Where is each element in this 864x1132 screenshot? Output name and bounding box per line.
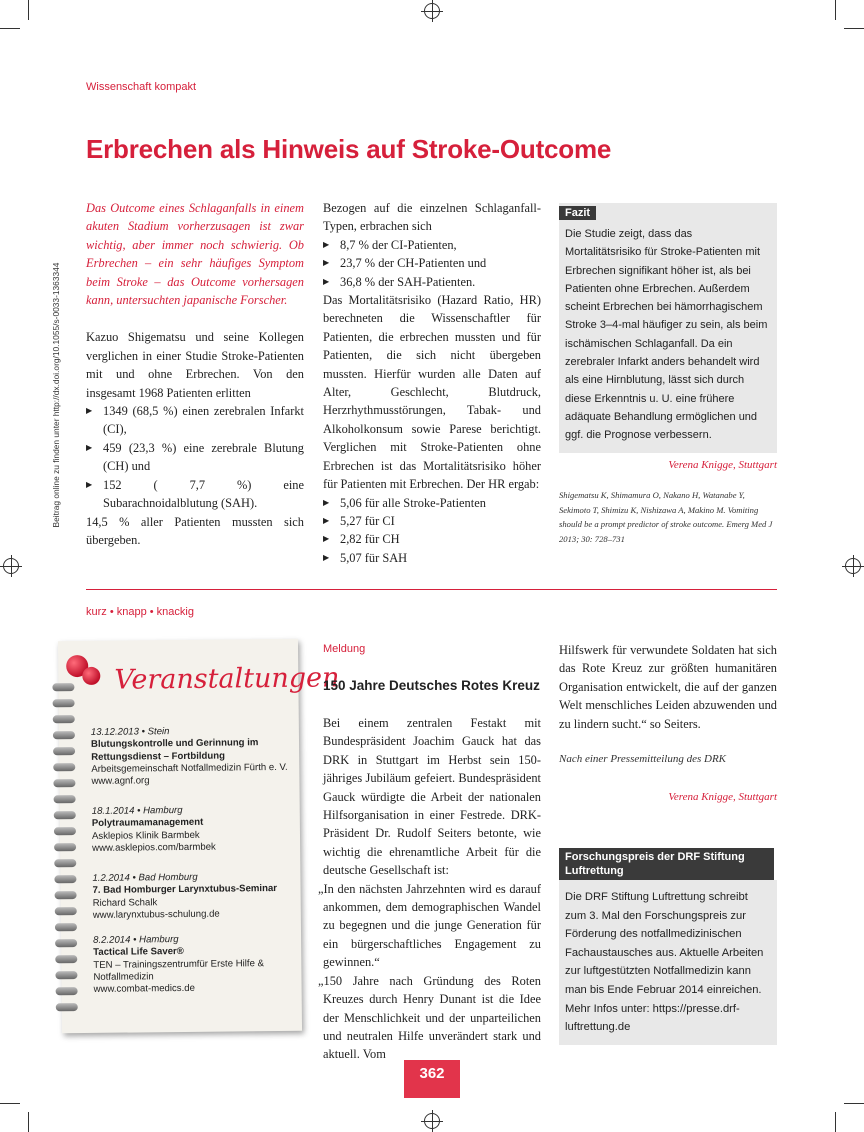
event-url[interactable]: www.agnf.org (91, 775, 150, 788)
list-item: ▶ 23,7 % der CH-Patienten und (323, 254, 541, 272)
page-title: Erbrechen als Hinweis auf Stroke-Outcome (86, 134, 612, 164)
pushpin-icon (82, 667, 100, 685)
fazit-text: Die Studie zeigt, dass das Mortalitätsrisiko für Stroke-Patienten mit Erbrechen signifikant höher ist, als bei Patienten ohne Erbrechen. Außerdem scheint Erbrechen bei hämorrhagischem Stroke 3–4-mal häufiger zu sein, als beim ischämischen Schlaganfall. Da ein zerebraler Infarkt anders behandelt wird als eine Hirnblutung, lässt sich durch diese Erkenntnis u. U. eine frühere adäquate Behandlung ermöglichen und ggf. die Prognose verbessern. (565, 228, 768, 442)
drf-box (559, 848, 777, 1045)
crop-mark (0, 28, 20, 29)
binder-ring-icon (53, 715, 75, 723)
binder-ring-icon (54, 843, 76, 851)
binder-ring-icon (53, 699, 75, 707)
section-divider (86, 589, 777, 590)
meldung-quote: „150 Jahre nach Gründung des Roten Kreuzes durch Henry Dunant ist die Idee der Menschlichkeit und der unparteilichen und neutralen Hilfe unverändert stark und aktuell. Vom (318, 973, 541, 1062)
binder-ring-icon (53, 779, 75, 787)
binder-ring-icon (55, 907, 77, 915)
binder-ring-icon (53, 763, 75, 771)
meldung-paragraph: Hilfswerk für verwundete Soldaten hat sich das Rote Kreuz zur größten humanitären Organisation entwickelt, die auf der ganzen Welt menschliches Leiden abzuwenden und zu lindern sucht.“ so Seiters. (559, 643, 777, 731)
event-organizer: Richard Schalk (92, 896, 158, 909)
meldung-author: Verena Knigge, Stuttgart (668, 791, 777, 803)
crop-mark (844, 1103, 864, 1104)
article-column-2 (323, 199, 541, 567)
binder-ring-icon (54, 859, 76, 867)
event-name: Blutungskontrolle und Gerinnung im Rettungsdienst – Fortbildung (90, 737, 259, 763)
meldung-paragraph: Bei einem zentralen Festakt mit Bundespräsident Joachim Gauck hat das DRK in Stuttgart im Herbst sein 150-jähriges Jubiläum gefeiert. Bundespräsident Gauck würdigte die Arbeit der nationalen Hilfsorganisation in einer Festrede. DRK-Präsident Dr. Rudolf Seiters betonte, wie wichtig die ehrenamtliche Arbeit für die deutsche Gesellschaft ist: (323, 716, 541, 878)
event-url[interactable]: www.asklepios.com/barmbek (92, 841, 216, 854)
crop-mark (28, 1112, 29, 1132)
events-card (58, 639, 340, 1033)
binder-ring-icon (55, 955, 77, 963)
fazit-box (559, 203, 777, 453)
event-name: Polytraumamanagement (91, 817, 204, 830)
doi-sidebar: Beitrag online zu finden unter http://dx.doi.org/10.1055/s-0033-1363344 (51, 262, 61, 528)
fazit-author: Verena Knigge, Stuttgart (668, 459, 777, 471)
list-item: ▶ 5,27 für CI (323, 512, 541, 530)
list-item: ▶ 152 ( 7,7 %) eine Subarachnoidalblutung (SAH). (86, 476, 304, 513)
binder-ring-icon (52, 683, 74, 691)
binder-ring-icon (53, 731, 75, 739)
vomit-rate-list (323, 236, 541, 291)
article-column-1 (86, 199, 304, 549)
list-item: ▶ 2,82 für CH (323, 530, 541, 548)
list-item: ▶ 5,07 für SAH (323, 549, 541, 567)
patient-list (86, 402, 304, 512)
event-organizer: TEN – Trainingszentrumfür Erste Hilfe & Notfallmedizin (93, 957, 265, 983)
article-paragraph: Bezogen auf die einzelnen Schlaganfall-Typen, erbrachen sich (323, 201, 541, 234)
meldung-source: Nach einer Pressemitteilung des DRK (559, 753, 727, 765)
event-date: 8.2.2014 • Hamburg (93, 934, 179, 946)
article-lead: Das Outcome eines Schlaganfalls in einem akuten Stadium vorherzusagen ist zwar wichtig, aber immer noch schwierig. Ob Erbrechen – ein sehr häufiges Symptom beim Stroke – das Outcome vorhersagen kann, untersuchten japanische Forscher. (86, 201, 304, 308)
events-title: Veranstaltungen (114, 662, 340, 696)
article-paragraph: Das Mortalitätsrisiko (Hazard Ratio, HR) berechneten die Wissenschaftler für Patienten, die erbrechen mussten und für Patienten, die sich nicht übergeben mussten. Hierfür wurden alle Daten auf Alter, Geschlecht, Blutdruck, Herzrhythmusstörungen, Tabak- und Alkoholkonsum sowie Parese berichtigt. Verglichen mit Stroke-Patienten ohne Erbrechen ist das Mortalitätsrisiko höher für Patienten mit Erbrechen. Der HR ergab: (323, 293, 541, 492)
event-name: Tactical Life Saver® (93, 946, 184, 959)
fazit-reference: Shigematsu K, Shimamura O, Nakano H, Watanabe Y, Sekimoto T, Shimizu K, Nishizawa A, Makino M. Vomiting should be a prompt predictor of stroke outcome. Emerg Med J 2013; 30: 728–731 (559, 490, 773, 544)
registration-mark-icon (424, 3, 440, 19)
event-item (93, 933, 274, 996)
list-item: ▶ 8,7 % der CI-Patienten, (323, 236, 541, 254)
list-item: ▶ 36,8 % der SAH-Patienten. (323, 273, 541, 291)
page-number: 362 (404, 1060, 460, 1098)
binder-ring-icon (54, 827, 76, 835)
crop-mark (835, 0, 836, 20)
event-date: 13.12.2013 • Stein (90, 726, 170, 738)
crop-mark (0, 1103, 20, 1104)
binder-ring-icon (56, 1003, 78, 1011)
registration-mark-icon (424, 1113, 440, 1129)
binder-ring-icon (55, 971, 77, 979)
article-paragraph: 14,5 % aller Patienten mussten sich übergeben. (86, 514, 304, 547)
meldung-title: 150 Jahre Deutsches Rotes Kreuz (323, 678, 540, 693)
binder-ring-icon (56, 987, 78, 995)
event-url[interactable]: www.larynxtubus-schulung.de (92, 908, 220, 921)
crop-mark (28, 0, 29, 20)
event-item (91, 725, 292, 789)
binder-ring-icon (54, 811, 76, 819)
event-date: 18.1.2014 • Hamburg (91, 804, 183, 817)
meldung-label: Meldung (323, 643, 366, 655)
binder-ring-icon (55, 923, 77, 931)
event-organizer: Asklepios Klinik Barmbek (91, 829, 200, 842)
binder-ring-icon (54, 875, 76, 883)
event-url[interactable]: www.combat-medics.de (93, 983, 195, 996)
drf-title: Forschungspreis der DRF Stiftung Luftrettung (559, 848, 774, 880)
hazard-ratio-list (323, 494, 541, 568)
meldung-body (318, 714, 541, 1064)
event-item (92, 804, 293, 855)
fazit-tag: Fazit (559, 206, 596, 220)
meldung-continued (559, 641, 777, 733)
event-item (92, 871, 293, 922)
event-organizer: Arbeitsgemeinschaft Notfallmedizin Fürth e. V. (91, 761, 288, 775)
binder-ring-icon (55, 939, 77, 947)
kurz-label: kurz • knapp • knackig (86, 606, 194, 618)
meldung-quote: „In den nächsten Jahrzehnten wird es darauf ankommen, dem demographischen Wandel zu begegnen und die junge Generation für ein bürgerschaftliches Engagement zu gewinnen.“ (318, 881, 541, 970)
binder-ring-icon (55, 891, 77, 899)
list-item: ▶ 1349 (68,5 %) einen zerebralen Infarkt (CI), (86, 402, 304, 439)
section-label: Wissenschaft kompakt (86, 81, 197, 93)
event-date: 1.2.2014 • Bad Homburg (92, 871, 198, 884)
registration-mark-icon (3, 558, 19, 574)
binder-ring-icon (54, 795, 76, 803)
list-item: ▶ 459 (23,3 %) eine zerebrale Blutung (CH) und (86, 439, 304, 476)
drf-text: Die DRF Stiftung Luftrettung schreibt zum 3. Mal den Forschungspreis zur Förderung des notfallmedizinischen Fachaustausches aus. Aktuelle Arbeiten zur luftgestützten Notfallmedizin kann man bis Ende Februar 2014 einreichen. Mehr Infos unter: https://presse.drf-luftrettung.de (559, 880, 777, 1045)
crop-mark (844, 28, 864, 29)
event-name: 7. Bad Homburger Larynxtubus-Seminar (92, 883, 278, 897)
binder-ring-icon (53, 747, 75, 755)
crop-mark (835, 1112, 836, 1132)
article-paragraph: Kazuo Shigematsu und seine Kollegen verglichen in einer Studie Stroke-Patienten mit und ohne Erbrechen. Von den insgesamt 1968 Patienten erlitten (86, 330, 304, 400)
list-item: ▶ 5,06 für alle Stroke-Patienten (323, 494, 541, 512)
registration-mark-icon (845, 558, 861, 574)
